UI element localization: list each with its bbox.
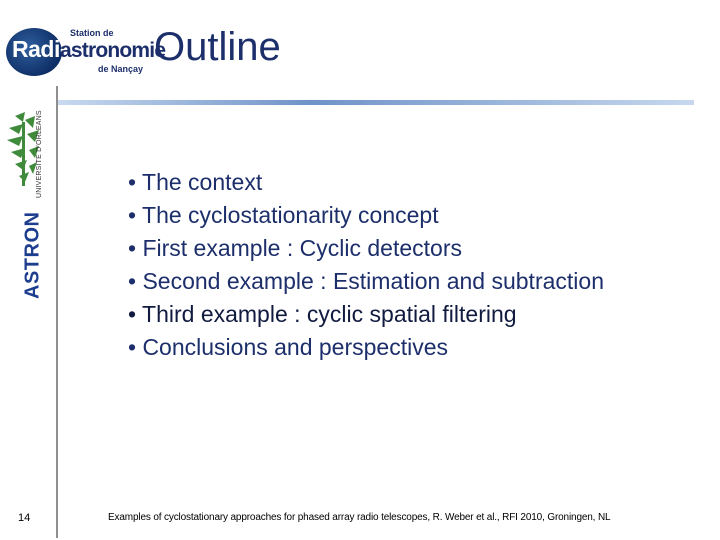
logo-nancay-text: de Nançay xyxy=(98,64,144,74)
logo-station-text: Station de xyxy=(70,28,114,38)
radioastronomie-logo xyxy=(6,26,166,78)
outline-list xyxy=(128,166,604,364)
sidebar-divider xyxy=(56,86,58,538)
logo-astronomie-text: astronomie xyxy=(60,39,166,62)
outline-item-conclusions: • Conclusions and perspectives xyxy=(128,334,449,360)
title-divider xyxy=(56,100,694,105)
outline-item-estimation: • Second example : Estimation and subtraction xyxy=(128,268,604,294)
logo-radio-text: Radio xyxy=(12,36,74,62)
slide-title: Outline xyxy=(154,25,281,69)
outline-item-cyclic-detectors: • First example : Cyclic detectors xyxy=(128,235,462,261)
university-orleans-text: UNIVERSITE D'ORLEANS xyxy=(36,110,43,198)
page-number: 14 xyxy=(18,512,31,524)
outline-item-spatial-filtering: • Third example : cyclic spatial filtering xyxy=(128,301,517,327)
outline-item-concept: • The cyclostationarity concept xyxy=(128,202,439,228)
astron-logo: ASTRON xyxy=(21,211,44,299)
outline-item-context: • The context xyxy=(128,169,263,195)
footer-citation: Examples of cyclostationary approaches for phased array radio telescopes, R. Weber et al., RFI 2010, Groningen, NL xyxy=(108,512,611,523)
